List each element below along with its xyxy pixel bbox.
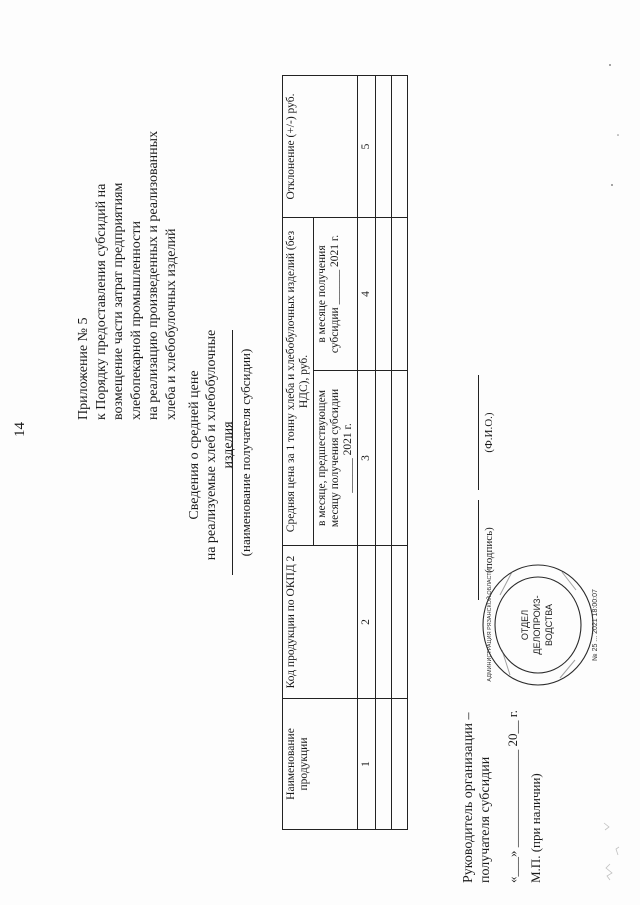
table-cell bbox=[392, 546, 408, 699]
stamp-footer: № 25 ... 2021 18:00:07 bbox=[592, 589, 599, 661]
appendix-block bbox=[75, 0, 180, 420]
header-current-month: в месяце получения субсидии ______ 2021 г. bbox=[314, 218, 358, 371]
table-cell bbox=[376, 76, 392, 218]
table-row-numbers bbox=[358, 76, 376, 830]
appendix-line: хлеба и хлебобулочных изделий bbox=[163, 228, 179, 420]
table-row-empty bbox=[392, 76, 408, 830]
stamp-ring-text: АДМИНИСТРАЦИЯ РЯЗАНСКОЙ ОБЛАСТИ bbox=[487, 568, 493, 682]
table-cell bbox=[392, 218, 408, 371]
date-line: «___» _______________ 20__ г. bbox=[505, 710, 520, 883]
signer-line-1: Руководитель организации – bbox=[461, 712, 476, 883]
appendix-line: к Порядку предоставления субсидий на bbox=[93, 183, 109, 420]
scan-noise bbox=[590, 765, 630, 885]
table-cell: 5 bbox=[358, 76, 376, 218]
table-cell: 2 bbox=[358, 546, 376, 699]
appendix-line: на реализацию произведенных и реализованных bbox=[146, 130, 161, 420]
table-header-row bbox=[283, 76, 314, 830]
heading-line-2: на реализуемые хлеб и хлебобулочные изделия bbox=[204, 329, 236, 561]
table-cell bbox=[392, 699, 408, 830]
appendix-title: Приложение № 5 bbox=[76, 317, 91, 420]
price-table bbox=[282, 75, 408, 830]
official-stamp bbox=[480, 560, 600, 690]
header-avg-price: Средняя цена за 1 тонну хлеба и хлебобулочных изделий (без НДС), руб. bbox=[283, 218, 314, 546]
fio-line bbox=[478, 375, 479, 490]
recipient-caption: (наименование получателя субсидии) bbox=[238, 348, 253, 557]
table-cell bbox=[376, 546, 392, 699]
fio-caption: (Ф.И.О.) bbox=[483, 412, 495, 453]
heading-line-1: Сведения о средней цене bbox=[187, 370, 202, 520]
header-product-code: Код продукции по ОКПД 2 bbox=[283, 546, 358, 699]
page-number: 14 bbox=[12, 422, 28, 437]
margin-marks bbox=[600, 25, 630, 205]
table-cell bbox=[376, 371, 392, 546]
appendix-line: хлебопекарной промышленности bbox=[128, 221, 144, 420]
table-cell bbox=[392, 76, 408, 218]
table-cell bbox=[376, 218, 392, 371]
header-prev-month: в месяце, предшествующем месяцу получения субсидии ______ 2021 г. bbox=[314, 371, 358, 546]
document-heading bbox=[186, 325, 237, 565]
signer-line-2: получателя субсидии bbox=[478, 756, 493, 883]
signature-caption: (подпись) bbox=[483, 527, 495, 573]
table-cell bbox=[392, 371, 408, 546]
stamp-text: ВОДСТВА bbox=[544, 603, 554, 647]
table-cell: 4 bbox=[358, 218, 376, 371]
header-deviation: Отклонение (+/-) руб. bbox=[283, 76, 358, 218]
table-cell: 3 bbox=[358, 371, 376, 546]
recipient-fill-line bbox=[232, 330, 233, 575]
stamp-text: ДЕЛОПРОИЗ- bbox=[532, 595, 542, 655]
signature-line bbox=[478, 500, 479, 600]
table-cell: 1 bbox=[358, 699, 376, 830]
stamp-text: ОТДЕЛ bbox=[520, 609, 530, 641]
table-cell bbox=[376, 699, 392, 830]
table-row-empty bbox=[376, 76, 392, 830]
appendix-line: возмещение части затрат предприятиям bbox=[111, 182, 126, 420]
header-product-name: Наименование продукции bbox=[283, 699, 358, 830]
seal-place: М.П. (при наличии) bbox=[528, 773, 543, 883]
